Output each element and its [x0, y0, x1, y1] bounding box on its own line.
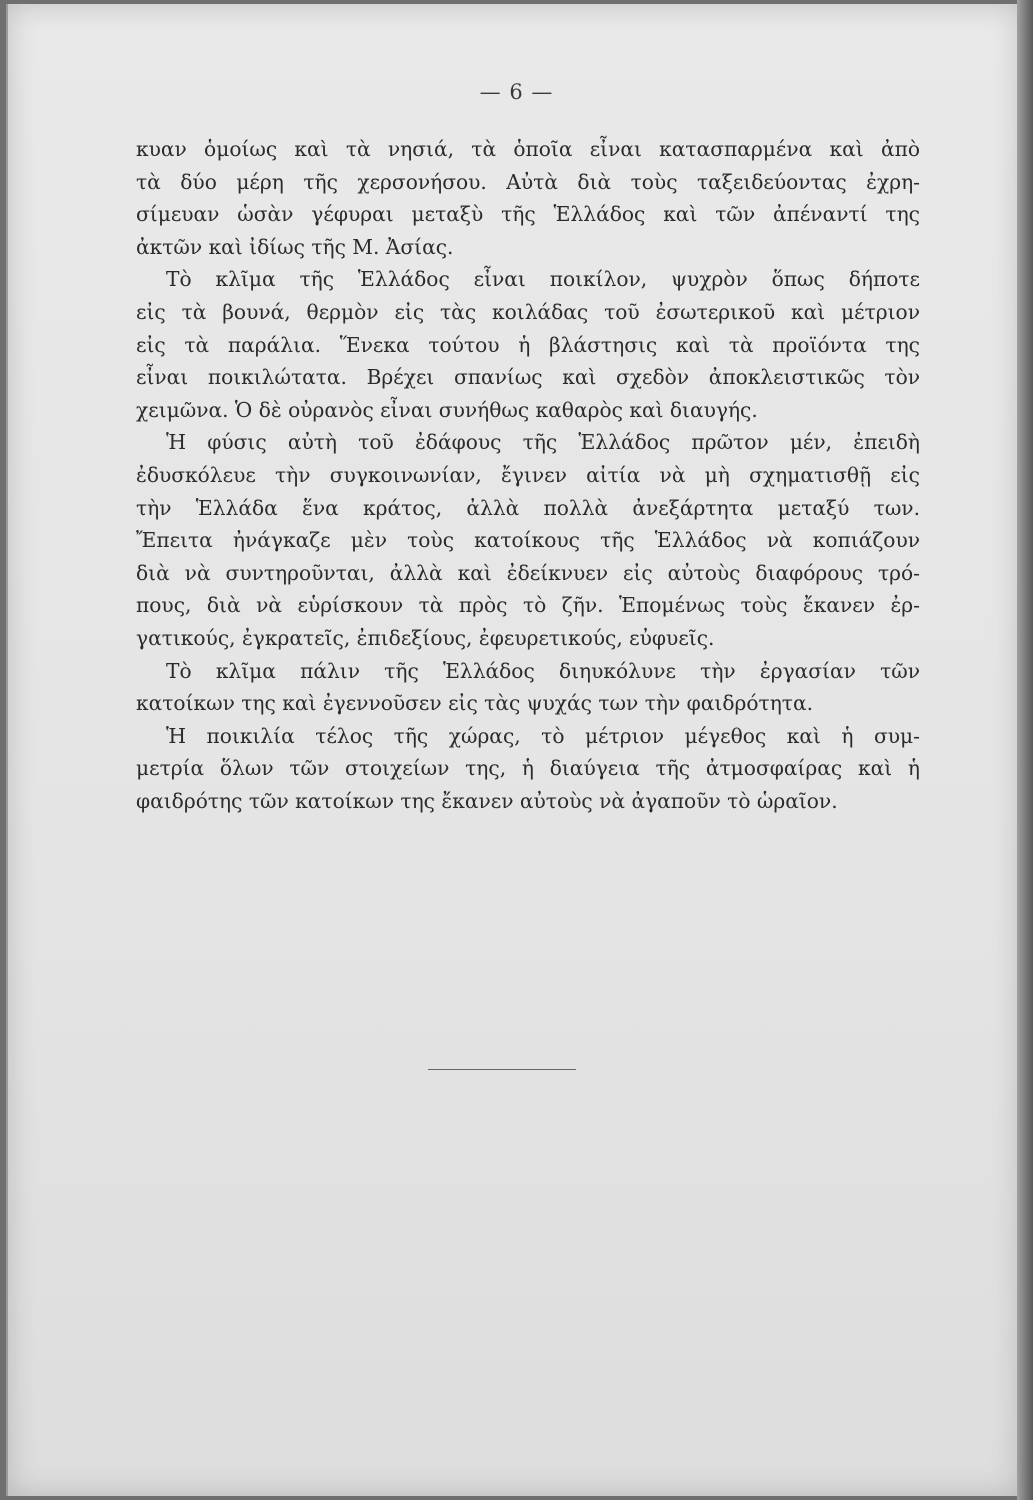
text-line: ἀκτῶν καὶ ἰδίως τῆς Μ. Ἀσίας. [136, 234, 454, 259]
text-line: πους, διὰ νὰ εὑρίσκουν τὰ πρὸς τὸ ζῆν. Ἑπομένως τοὺς ἔκανεν ἐρ- [136, 593, 920, 618]
text-line: Ἡ ποικιλία τέλος τῆς χώρας, τὸ μέτριον μέγεθος καὶ ἡ συμ- [166, 723, 920, 748]
text-line: διὰ νὰ συντηροῦνται, ἀλλὰ καὶ ἐδείκνυεν εἰς αὐτοὺς διαφόρους τρό- [136, 560, 920, 585]
text-line: Τὸ κλῖμα πάλιν τῆς Ἑλλάδος διηυκόλυνε τὴν ἐργασίαν τῶν [166, 658, 920, 683]
page-edge-shadow [1017, 0, 1033, 1500]
text-line: κυαν ὁμοίως καὶ τὰ νησιά, τὰ ὁποῖα εἶναι κατασπαρμένα καὶ ἀπὸ [136, 137, 920, 161]
text-line: εἰς τὰ βουνά, θερμὸν εἰς τὰς κοιλάδας τοῦ ἐσωτερικοῦ καὶ μέτριον [136, 299, 920, 324]
text-line: γατικούς, ἐγκρατεῖς, ἐπιδεξίους, ἐφευρετικούς, εὐφυεῖς. [136, 625, 715, 650]
text-line: ἐδυσκόλευε τὴν συγκοινωνίαν, ἔγινεν αἰτία νὰ μὴ σχηματισθῇ εἰς [136, 462, 920, 487]
text-line: μετρία ὅλων τῶν στοιχείων της, ἡ διαύγεια τῆς ἀτμοσφαίρας καὶ ἡ [136, 756, 920, 781]
text-line: κατοίκων της καὶ ἐγεννοῦσεν εἰς τὰς ψυχάς των τὴν φαιδρότητα. [136, 691, 814, 716]
text-line: Ἡ φύσις αὐτὴ τοῦ ἐδάφους τῆς Ἑλλάδος πρῶτον μέν, ἐπειδὴ [166, 430, 920, 455]
text-line: εἶναι ποικιλώτατα. Βρέχει σπανίως καὶ σχεδὸν ἀποκλειστικῶς τὸν [136, 365, 920, 390]
text-line: τὰ δύο μέρη τῆς χερσονήσου. Αὐτὰ διὰ τοὺς ταξειδεύοντας ἐχρη- [136, 169, 920, 194]
text-line: εἰς τὰ παράλια. Ἕνεκα τούτου ἡ βλάστησις καὶ τὰ προϊόντα της [136, 332, 920, 357]
text-line: Ἔπειτα ἠνάγκαζε μὲν τοὺς κατοίκους τῆς Ἑλλάδος νὰ κοπιάζουν [136, 528, 920, 553]
section-divider-rule [428, 1069, 576, 1070]
text-line: τὴν Ἑλλάδα ἕνα κράτος, ἀλλὰ πολλὰ ἀνεξάρτητα μεταξύ των. [136, 495, 920, 520]
text-line: χειμῶνα. Ὁ δὲ οὐρανὸς εἶναι συνήθως καθαρὸς καὶ διαυγής. [136, 397, 758, 422]
page-number: — 6 — [479, 80, 554, 104]
text-line: Τὸ κλῖμα τῆς Ἑλλάδος εἶναι ποικίλον, ψυχρὸν ὅπως δήποτε [166, 267, 920, 292]
page-text-body [136, 133, 920, 817]
text-line: φαιδρότης τῶν κατοίκων της ἔκανεν αὐτοὺς νὰ ἀγαποῦν τὸ ὡραῖον. [136, 788, 838, 813]
text-line: σίμευαν ὡσὰν γέφυραι μεταξὺ τῆς Ἑλλάδος καὶ τῶν ἀπέναντί της [136, 202, 920, 227]
